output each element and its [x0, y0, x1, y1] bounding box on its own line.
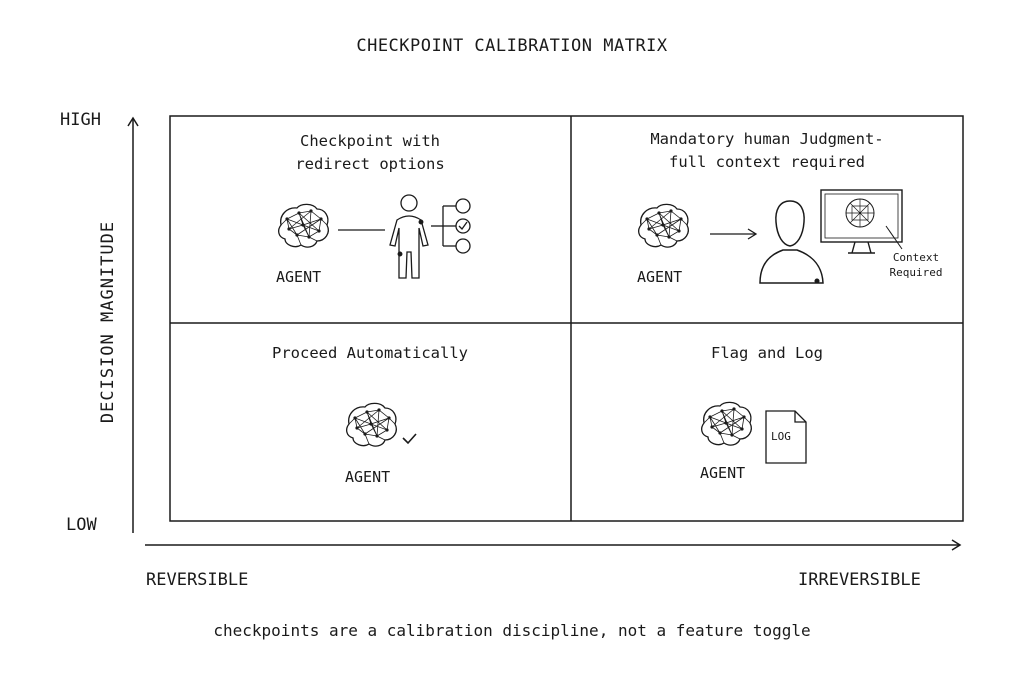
arrow-right-icon	[710, 229, 756, 239]
human-bust-icon	[760, 201, 823, 283]
y-axis-high-label: HIGH	[60, 110, 101, 130]
agent-label: AGENT	[700, 464, 746, 482]
quadrant-title-line: redirect options	[295, 155, 445, 173]
note-line: Context	[892, 251, 940, 264]
y-axis-low-label: LOW	[66, 515, 97, 535]
agent-label: AGENT	[345, 468, 391, 486]
redirect-options-icon	[431, 199, 470, 253]
y-axis-title: DECISION MAGNITUDE	[98, 220, 118, 424]
person-icon	[390, 195, 428, 278]
brain-icon	[702, 402, 752, 445]
caption: checkpoints are a calibration discipline, not a feature toggle	[213, 621, 811, 640]
check-icon	[403, 434, 416, 443]
quadrant-title-line: full context required	[669, 153, 865, 171]
quadrant-top-left-title	[170, 130, 570, 176]
context-required-note	[878, 250, 954, 280]
x-axis-left-label: REVERSIBLE	[146, 570, 249, 590]
quadrant-title-line: Mandatory human Judgment-	[650, 130, 884, 148]
brain-icon	[347, 403, 397, 446]
monitor-icon	[821, 190, 902, 253]
agent-label: AGENT	[637, 268, 683, 286]
brain-icon	[639, 204, 689, 247]
matrix-frame	[170, 116, 963, 521]
quadrant-bottom-right-title: Flag and Log	[711, 344, 823, 362]
x-axis-right-label: IRREVERSIBLE	[798, 570, 921, 590]
quadrant-top-right-title	[571, 128, 963, 174]
note-line: Required	[889, 266, 943, 279]
quadrant-bottom-left-title: Proceed Automatically	[272, 344, 468, 362]
diagram-title: CHECKPOINT CALIBRATION MATRIX	[356, 36, 668, 56]
log-document-label: LOG	[771, 430, 791, 443]
agent-label: AGENT	[276, 268, 322, 286]
brain-icon	[279, 204, 329, 247]
quadrant-title-line: Checkpoint with	[300, 132, 440, 150]
